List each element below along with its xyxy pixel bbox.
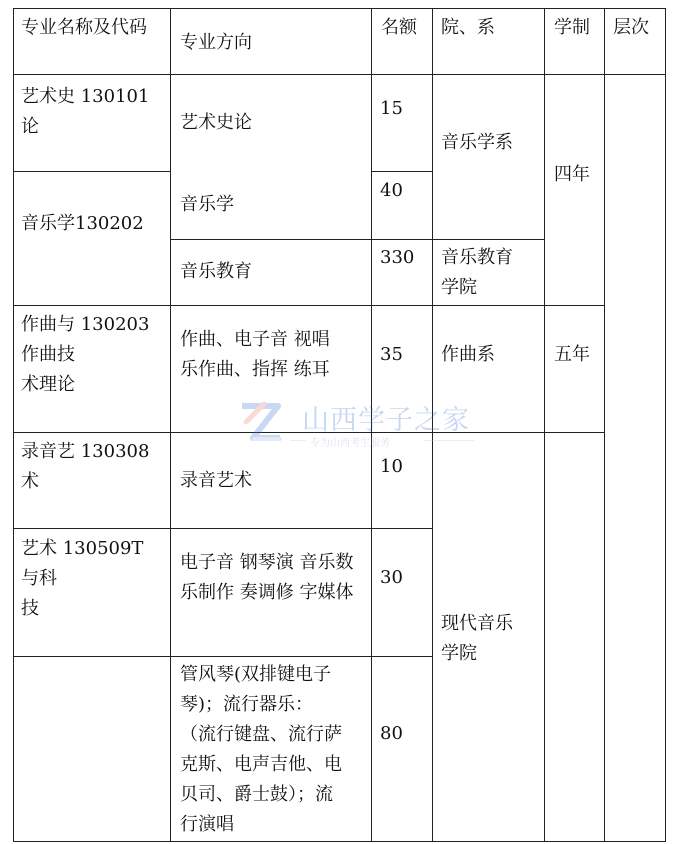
- direction-recording-art: 录音艺术: [180, 470, 252, 491]
- quota-art-history: 15: [380, 98, 403, 119]
- quota-art-technology: 30: [380, 567, 403, 588]
- direction-art-history: 艺术史论: [180, 112, 252, 133]
- grid-line: [13, 656, 433, 657]
- grid-line: [13, 841, 666, 842]
- department-composition: 作曲系: [441, 344, 495, 365]
- quota-composition: 35: [380, 344, 403, 365]
- grid-line: [13, 8, 14, 842]
- grid-line: [371, 8, 372, 842]
- grid-line: [665, 8, 666, 842]
- header-department: 院、系: [441, 17, 495, 38]
- watermark-title: 山西学子之家: [302, 405, 470, 436]
- duration-five-years: 五年: [554, 344, 590, 365]
- department-music-education: 音乐教育 学院: [441, 247, 513, 298]
- direction-modern-music: 管风琴(双排键电子 琴)；流行器乐： （流行键盘、流行萨 克斯、电声吉他、电 贝司、爵士鼓）；流 行演唱: [180, 664, 342, 835]
- quota-music-education: 330: [380, 247, 415, 268]
- grid-line: [13, 8, 666, 9]
- grid-line: [13, 432, 605, 433]
- major-art-history: 艺术史 130101 论: [21, 86, 150, 137]
- header-duration: 学制: [554, 17, 590, 38]
- watermark-rule-left: [290, 440, 306, 441]
- watermark: [232, 398, 492, 448]
- grid-line: [171, 528, 433, 529]
- direction-composition: 作曲、电子音 视唱 乐作曲、指挥 练耳: [180, 329, 330, 380]
- grid-line: [372, 171, 433, 172]
- grid-line: [13, 74, 666, 75]
- department-modern-music: 现代音乐 学院: [441, 613, 513, 664]
- duration-four-years: 四年: [554, 164, 590, 185]
- header-level: 层次: [613, 17, 649, 38]
- major-art-technology: 艺术 130509T 与科 技: [21, 538, 144, 619]
- quota-recording-art: 10: [380, 456, 403, 477]
- direction-art-technology: 电子音 钢琴演 音乐数 乐制作 奏调修 字媒体: [180, 552, 354, 603]
- header-major: 专业名称及代码: [21, 17, 147, 38]
- grid-line: [171, 239, 544, 240]
- quota-musicology: 40: [380, 180, 403, 201]
- direction-music-education: 音乐教育: [180, 261, 252, 282]
- major-recording-art: 录音艺 130308 术: [21, 441, 150, 492]
- watermark-subtitle: 专为山西考生服务: [310, 438, 390, 449]
- watermark-logo-icon: [236, 400, 286, 445]
- grid-line: [170, 8, 171, 842]
- grid-line: [544, 8, 545, 842]
- grid-line: [432, 8, 433, 842]
- grid-line: [604, 8, 605, 842]
- grid-line: [13, 305, 605, 306]
- quota-modern-music: 80: [380, 723, 403, 744]
- major-composition: 作曲与 130203 作曲技 术理论: [21, 314, 150, 395]
- major-musicology: 音乐学130202: [21, 213, 144, 234]
- department-music-science: 音乐学系: [441, 132, 513, 153]
- grid-line: [13, 528, 170, 529]
- header-direction: 专业方向: [180, 32, 252, 53]
- direction-musicology: 音乐学: [180, 194, 234, 215]
- grid-line: [13, 171, 170, 172]
- header-quota: 名额: [381, 17, 417, 38]
